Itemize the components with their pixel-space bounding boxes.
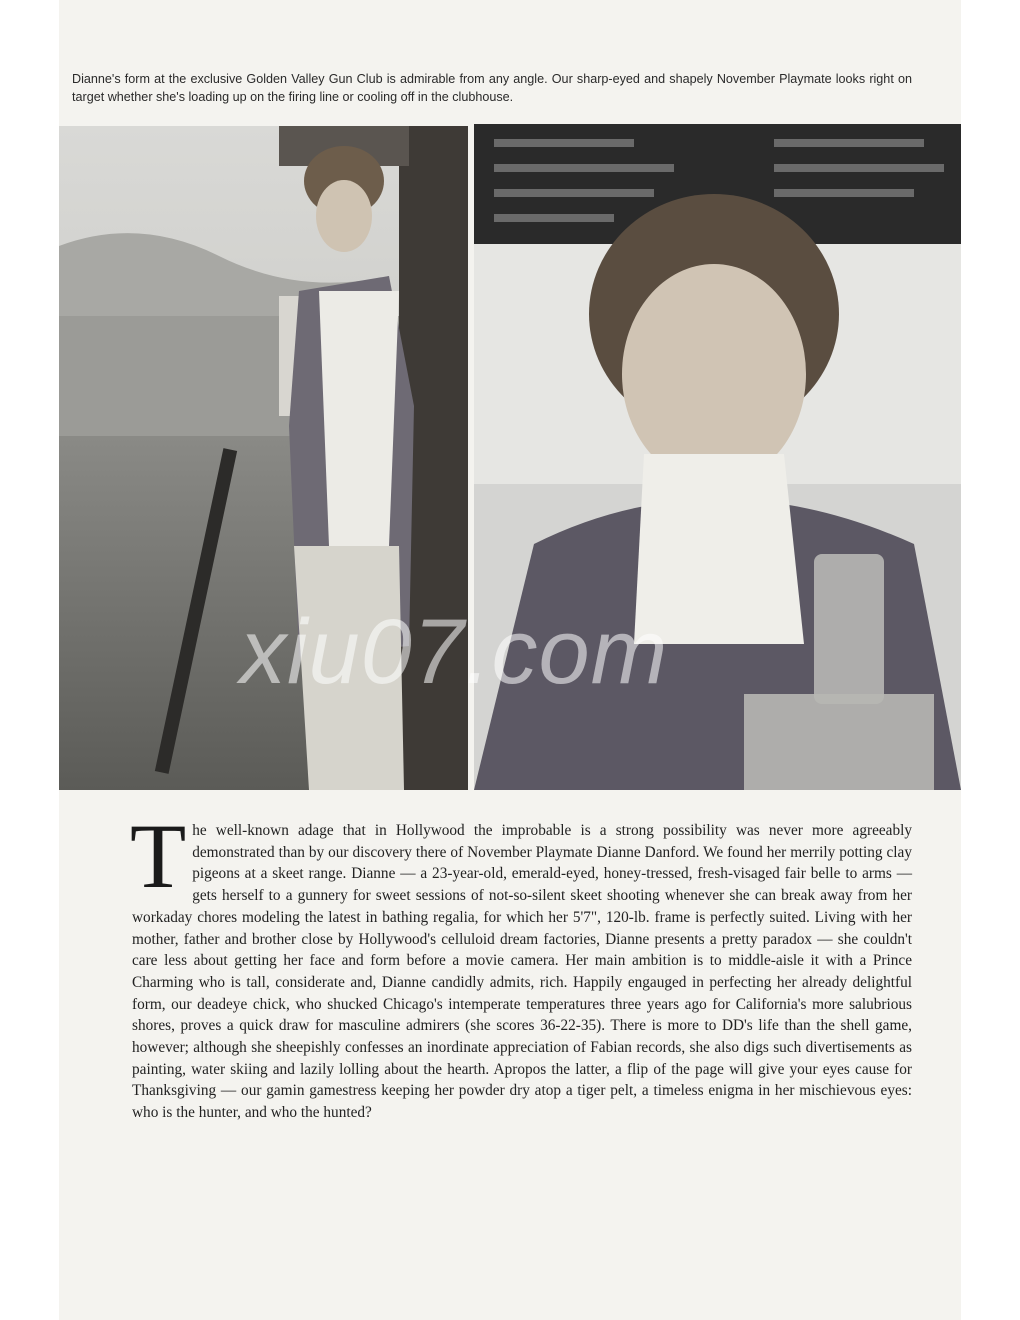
watermark-text: xiu07.com (240, 601, 669, 703)
article-body: he well-known adage that in Hollywood the improbable is a strong possibility was never more agreeably demonstrated than by our discovery there of November Playmate Dianne Danford. We found her merrily potting clay pigeons at a skeet range. Dianne — a 23-year-old, emerald-eyed, honey-tressed, fresh-visaged fair belle to arms — gets herself to a gunnery for sweet sessions of not-so-silent skeet shooting whenever she can break away from her workaday chores modeling the latest in bathing regalia, for which her 5'7", 120-lb. frame is perfectly suited. Living with her mother, father and brother close by Hollywood's celluloid dream factories, Dianne presents a pretty paradox — she couldn't care less about getting her face and form before a movie camera. Her main ambition is to middle-aisle it with a Prince Charming who is tall, considerate and, Dianne candidly admits, rich. Happily engauged in perfecting her already delightful form, our deadeye chick, who shucked Chicago's intemperate temperatures three years ago for California's more salubrious shores, proves a quick draw for masculine admirers (she scores 36-22-35). There is more to DD's life than the shell game, however; although she sheepishly confesses an inordinate appreciation of Fabian records, she also digs such divertisements as painting, water skiing and lazily lolling about the hearth. Apropos the latter, a flip of the page will give your eyes cause for Thanksgiving — our gamin gamestress keeping her powder dry atop a tiger pelt, a timeless enigma in her mischievous eyes: who is the hunter, and who the hunted? (132, 822, 912, 1122)
article-text (130, 805, 912, 1124)
drop-cap: T (130, 805, 187, 907)
photo-caption: Dianne's form at the exclusive Golden Valley Gun Club is admirable from any angle. Our sharp-eyed and shapely November Playmate looks right on target whether she's loading up on the firing line or cooling off in the clubhouse. (72, 72, 912, 104)
